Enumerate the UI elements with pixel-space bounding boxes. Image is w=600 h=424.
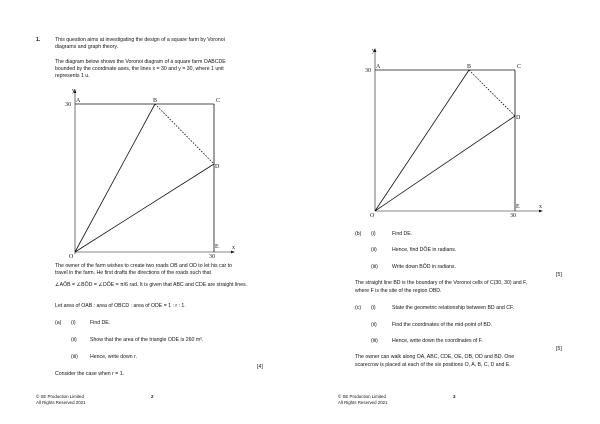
x-tick-30: 30 (510, 213, 516, 219)
part-c-ii-text: Find the coordinates of the mid-point of BD. (392, 322, 493, 328)
bd-line-2: where F is the site of the region OBD. (355, 288, 442, 294)
part-a-iii-text: Hence, write down r. (90, 354, 137, 360)
boundary-bd (469, 70, 515, 116)
x-axis-arrow (539, 210, 543, 213)
y-axis-label: y (372, 48, 375, 54)
ratio-statement: Let area of OAB : area of OBCD : area of ODE = 1 : r : 1. (55, 303, 186, 309)
y-axis-label: y (72, 88, 75, 94)
marks-c: [5] (556, 346, 562, 352)
part-b-iii-label: (iii) (371, 264, 378, 270)
x-axis-arrow (231, 251, 235, 254)
part-c-i-label: (i) (371, 305, 376, 311)
y-tick-30: 30 (365, 68, 371, 74)
page-number: 2 (151, 394, 154, 399)
part-b-label: (b) (355, 231, 362, 237)
marks-a: [4] (257, 364, 263, 370)
intro-line-2: diagrams and graph theory. (55, 44, 119, 50)
label-e: E (215, 244, 219, 250)
label-d: D (215, 164, 220, 170)
voronoi-diagram-right (355, 45, 545, 225)
walk-line-1: The owner can walk along OA, ABC, CDE, OE, OB, OD and BD. One (355, 354, 515, 360)
part-b-iii-text: Write down BÔD in radians. (392, 264, 456, 270)
owner-line-2: travel in the farm. He first drafts the directions of the roads such that (55, 270, 211, 276)
road-ob (75, 104, 155, 252)
part-b-i-label: (i) (371, 231, 376, 237)
label-o: O (370, 213, 375, 219)
footer-copyright: © SE Production Limited (36, 394, 84, 399)
part-a-i-text: Find DE. (90, 320, 111, 326)
part-c-iii-label: (iii) (371, 338, 378, 344)
page-number: 3 (453, 394, 456, 399)
part-a-iii-label: (iii) (71, 354, 78, 360)
part-c-label: (c) (355, 305, 362, 311)
road-ob (375, 70, 469, 211)
label-c: C (216, 98, 221, 104)
boundary-bd (155, 104, 214, 164)
owner-line-3: ∠AÔB = ∠BÔD = ∠DÔE = π/6 rad. It is given that ABC and CDE are straight lines. (55, 282, 248, 288)
label-e: E (516, 204, 520, 210)
label-a: A (376, 64, 381, 70)
owner-line-1: The owner of the farm wishes to create two roads OB and OD to let his car to (55, 263, 233, 269)
footer-rights: All Rights Reserved 2021 (338, 400, 388, 405)
label-d: D (516, 115, 521, 121)
label-b: B (467, 64, 472, 70)
part-a-ii-label: (ii) (71, 337, 77, 343)
part-c-iii-text: Hence, write down the coordinates of F. (392, 338, 483, 344)
y-tick-30: 30 (65, 102, 71, 108)
question-number: 1. (36, 37, 41, 43)
bd-line-1: The straight line BD is the boundary of the Voronoi cells of C(30, 30) and F, (355, 280, 528, 286)
part-a-label: (a) (55, 320, 62, 326)
label-b: B (153, 98, 158, 104)
part-b-ii-text: Hence, find DÔE in radians. (392, 247, 457, 253)
desc-line-1: The diagram below shows the Voronoi diagram of a square farm OABCDE (55, 59, 226, 65)
part-a-ii-text: Show that the area of the triangle ODE is 260 m². (90, 337, 204, 343)
desc-line-3: represents 1 u. (55, 73, 90, 79)
intro-line-1: This question aims at investigating the design of a square farm by Voronoi (55, 37, 225, 43)
x-tick-30: 30 (209, 254, 215, 260)
road-od (75, 164, 214, 252)
voronoi-diagram-left (56, 86, 236, 261)
label-o: O (69, 254, 74, 260)
label-a: A (76, 98, 81, 104)
part-c-ii-label: (ii) (371, 322, 377, 328)
road-od (375, 116, 515, 211)
marks-b: [5] (556, 272, 562, 278)
x-axis-label: x (539, 204, 542, 210)
desc-line-2: bounded by the coordinate axes, the lines x = 30 and y = 30, where 1 unit (55, 66, 224, 72)
walk-line-2: scarecrow is placed at each of the six positions O, A, B, C, D and E. (355, 362, 511, 368)
consider-case: Consider the case when r = 1. (55, 371, 125, 377)
part-a-i-label: (i) (71, 320, 76, 326)
footer-rights: All Rights Reserved 2021 (36, 400, 86, 405)
part-b-ii-label: (ii) (371, 247, 377, 253)
x-axis-label: x (232, 245, 235, 251)
part-b-i-text: Find DE. (392, 231, 413, 237)
footer-copyright: © SE Production Limited (338, 394, 386, 399)
part-c-i-text: State the geometric relationship between BD and CF. (392, 305, 514, 311)
label-c: C (517, 64, 522, 70)
